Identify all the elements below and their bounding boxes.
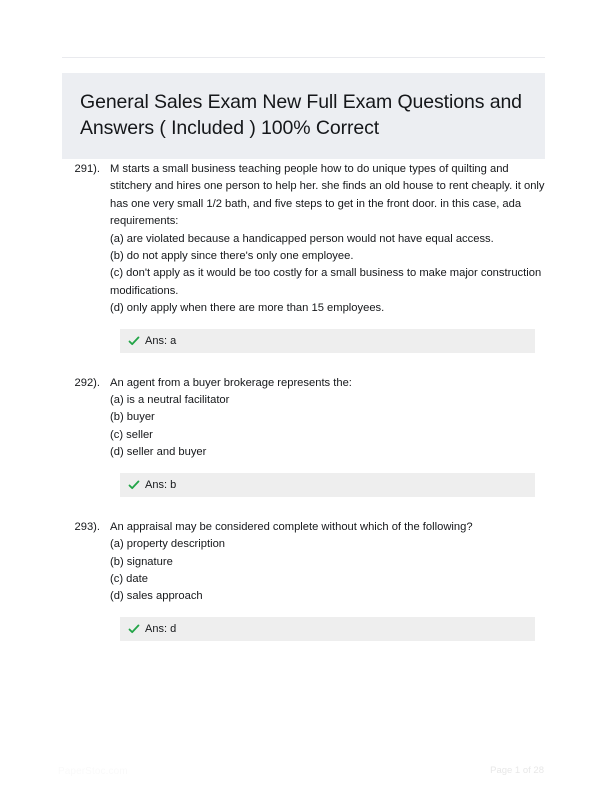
question-option-c: (c) don't apply as it would be too costly for a small business to make major construction modifications. — [110, 267, 542, 297]
question-item — [0, 375, 606, 497]
answer-text: Ans: a — [145, 334, 177, 347]
watermark: PaperStoc.com — [58, 766, 128, 777]
answer-text: Ans: b — [145, 478, 177, 491]
checkmark-icon — [128, 623, 140, 635]
question-item — [0, 519, 606, 641]
question-stem: M starts a small business teaching people how to do unique types of quilting and stitchery and hires one person to help her. she finds an old house to rent cheaply. it only has one very small 1/2 bath, and five steps to get in the front door. in this case, ada requirements: — [110, 163, 545, 228]
document-title-banner — [62, 73, 545, 159]
question-option-a: (a) property description — [110, 538, 226, 551]
question-row — [0, 519, 606, 606]
question-stem: An agent from a buyer brokerage represents the: — [110, 376, 352, 389]
question-body — [110, 375, 606, 462]
checkmark-icon — [128, 335, 140, 347]
question-stem: An appraisal may be considered complete without which of the following? — [110, 520, 473, 533]
answer-bar — [120, 329, 535, 353]
question-option-d: (d) only apply when there are more than 15 employees. — [110, 302, 385, 315]
question-option-b: (b) signature — [110, 555, 173, 568]
question-number: 292). — [74, 376, 100, 389]
question-body — [110, 161, 606, 318]
question-option-d: (d) seller and buyer — [110, 446, 207, 459]
answer-bar — [120, 617, 535, 641]
question-option-d: (d) sales approach — [110, 590, 203, 603]
question-option-b: (b) buyer — [110, 411, 155, 424]
question-row — [0, 161, 606, 318]
answer-bar — [120, 473, 535, 497]
answer-text: Ans: d — [145, 622, 177, 635]
question-row — [0, 375, 606, 462]
page-title: General Sales Exam New Full Exam Questions and Answers ( Included ) 100% Correct — [80, 91, 522, 139]
question-option-a: (a) are violated because a handicapped person would not have equal access. — [110, 232, 494, 245]
question-option-c: (c) date — [110, 572, 148, 585]
top-divider — [62, 57, 545, 58]
question-body — [110, 519, 606, 606]
question-number: 293). — [74, 520, 100, 533]
question-option-b: (b) do not apply since there's only one employee. — [110, 250, 354, 263]
question-list — [0, 161, 606, 663]
question-number: 291). — [74, 163, 100, 175]
page-number: Page 1 of 28 — [490, 765, 544, 776]
checkmark-icon — [128, 479, 140, 491]
question-option-c: (c) seller — [110, 428, 153, 441]
question-item — [0, 161, 606, 353]
question-option-a: (a) is a neutral facilitator — [110, 394, 230, 407]
